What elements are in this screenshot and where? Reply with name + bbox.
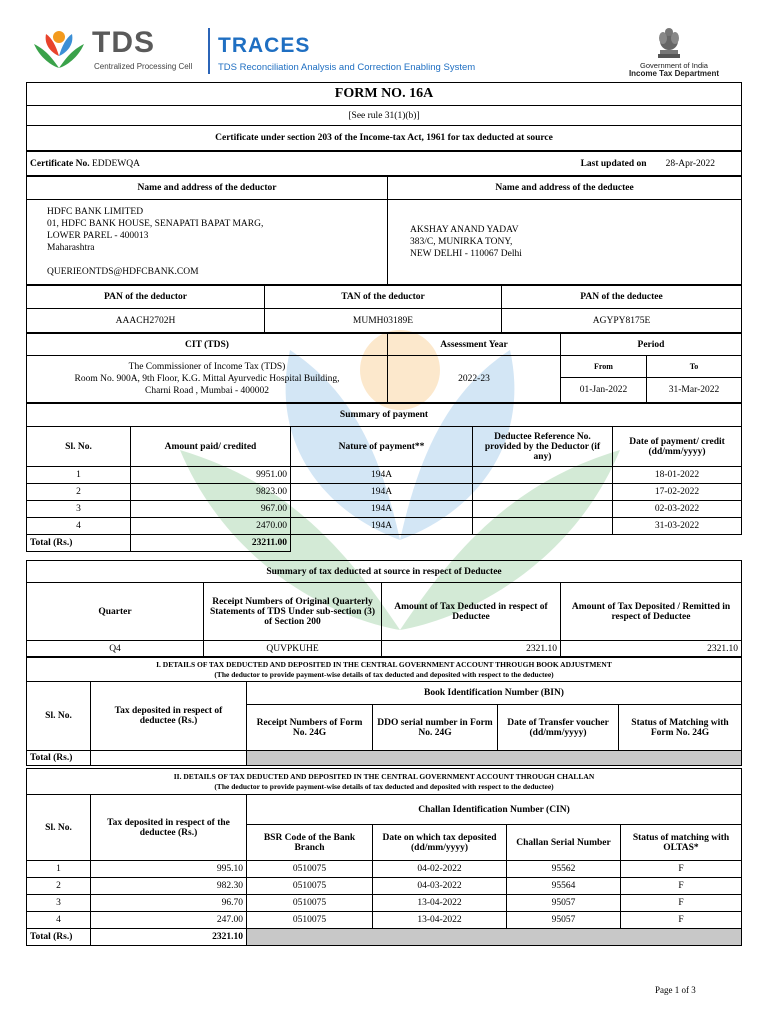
deductee-address [388, 200, 742, 285]
row-sl: 4 [27, 518, 131, 535]
row-nature: 194A [291, 484, 473, 501]
table-row [27, 518, 742, 535]
total-grey-fill [247, 751, 742, 766]
certificate-no: EDDEWQA [91, 158, 140, 169]
row-amount: 967.00 [131, 501, 291, 518]
row-sl: 3 [27, 895, 91, 912]
col-tax-deposited: Tax deposited in respect of deductee (Rs.) [91, 682, 247, 751]
challan-subheading: (The deductor to provide payment-wise details of tax deducted and deposited with respect to the deductee) [214, 781, 554, 791]
row-amount: 9823.00 [131, 484, 291, 501]
period-from: 01-Jan-2022 [561, 378, 647, 403]
total-grey-fill [247, 929, 742, 946]
row-tax: 995.10 [91, 861, 247, 878]
total-label: Total (Rs.) [27, 929, 91, 946]
certificate-cell [27, 152, 391, 176]
national-emblem-icon [654, 26, 684, 62]
row-date: 02-03-2022 [613, 501, 742, 518]
row-serial: 95564 [507, 878, 621, 895]
cin-heading: Challan Identification Number (CIN) [247, 795, 742, 825]
row-date: 18-01-2022 [613, 467, 742, 484]
row-ref [473, 467, 613, 484]
bin-heading: Book Identification Number (BIN) [247, 682, 742, 705]
row-nature: 194A [291, 518, 473, 535]
book-adjustment-table [26, 657, 742, 766]
last-updated-label: Last updated on [580, 158, 647, 169]
deductor-line: 01, HDFC BANK HOUSE, SENAPATI BAPAT MARG, [47, 219, 264, 229]
form-rule: [See rule 31(1)(b)] [27, 106, 742, 126]
tax-summary-table [26, 560, 742, 657]
period-to: 31-Mar-2022 [647, 378, 742, 403]
row-deducted: 2321.10 [382, 641, 561, 657]
tan-deductor-label: TAN of the deductor [265, 286, 502, 309]
col-challan-serial: Challan Serial Number [507, 825, 621, 861]
book-adjustment-heading-cell [27, 658, 742, 682]
tds-logo-text: TDS [92, 26, 155, 59]
pan-deductor: AAACH2702H [27, 309, 265, 333]
cit-line: Room No. 900A, 9th Floor, K.G. Mittal Ayurvedic Hospital Building, [74, 374, 340, 384]
row-bsr: 0510075 [247, 895, 373, 912]
row-status: F [621, 912, 742, 929]
row-serial: 95562 [507, 861, 621, 878]
total-label: Total (Rs.) [27, 751, 91, 766]
row-sl: 3 [27, 501, 131, 518]
row-bsr: 0510075 [247, 878, 373, 895]
deductor-line: HDFC BANK LIMITED [47, 207, 144, 217]
deductor-address [27, 200, 388, 285]
pan-deductee-label: PAN of the deductee [502, 286, 742, 309]
pan-deductee: AGYPY8175E [502, 309, 742, 333]
row-date: 13-04-2022 [373, 895, 507, 912]
payment-summary-table [26, 403, 742, 552]
row-sl: 4 [27, 912, 91, 929]
row-sl: 2 [27, 878, 91, 895]
row-status: F [621, 895, 742, 912]
total-amount: 23211.00 [131, 535, 291, 552]
book-adjustment-heading: I. DETAILS OF TAX DEDUCTED AND DEPOSITED IN THE CENTRAL GOVERNMENT ACCOUNT THROUGH BOOK ADJUSTMENT [156, 659, 612, 669]
deductee-heading: Name and address of the deductee [388, 177, 742, 200]
cit-line: Charni Road , Mumbai - 400002 [144, 386, 269, 396]
col-receipt-numbers: Receipt Numbers of Original Quarterly Statements of TDS Under sub-section (3) of Section 200 [204, 583, 382, 641]
cit-label: CIT (TDS) [27, 334, 388, 356]
row-serial: 95057 [507, 895, 621, 912]
row-nature: 194A [291, 467, 473, 484]
row-date: 17-02-2022 [613, 484, 742, 501]
challan-table [26, 768, 742, 946]
cit-line: The Commissioner of Income Tax (TDS) [128, 362, 286, 372]
deductee-line: NEW DELHI - 110067 Delhi [410, 249, 522, 259]
table-row [27, 895, 742, 912]
deductor-email: QUERIEONTDS@HDFCBANK.COM [47, 267, 199, 277]
col-ddo-serial: DDO serial number in Form No. 24G [373, 705, 498, 751]
col-bsr-code: BSR Code of the Bank Branch [247, 825, 373, 861]
row-quarter: Q4 [27, 641, 204, 657]
col-sl-no: Sl. No. [27, 795, 91, 861]
header-divider [208, 28, 210, 74]
total-row [27, 751, 742, 766]
cit-table [26, 333, 742, 403]
form-title: FORM NO. 16A [27, 83, 742, 106]
total-amount: 2321.10 [91, 929, 247, 946]
row-sl: 1 [27, 467, 131, 484]
col-oltas-status: Status of matching with OLTAS* [621, 825, 742, 861]
row-status: F [621, 878, 742, 895]
deductee-line: AKSHAY ANAND YADAV [410, 225, 519, 235]
row-nature: 194A [291, 501, 473, 518]
certificate-row [26, 151, 742, 176]
table-row [27, 641, 742, 657]
row-bsr: 0510075 [247, 912, 373, 929]
page-header [0, 0, 768, 82]
payment-summary-heading: Summary of payment [27, 404, 742, 427]
goi-line1: Government of India [640, 61, 708, 70]
tax-summary-heading: Summary of tax deducted at source in respect of Deductee [27, 561, 742, 583]
tds-subtitle: Centralized Processing Cell [94, 62, 193, 71]
row-ref [473, 484, 613, 501]
total-row [27, 535, 742, 552]
total-row [27, 929, 742, 946]
challan-heading: II. DETAILS OF TAX DEDUCTED AND DEPOSITED IN THE CENTRAL GOVERNMENT ACCOUNT THROUGH CHALLAN [173, 771, 595, 781]
address-table [26, 176, 742, 285]
row-tax: 96.70 [91, 895, 247, 912]
last-updated-value: 28-Apr-2022 [665, 158, 715, 169]
row-serial: 95057 [507, 912, 621, 929]
deductor-heading: Name and address of the deductor [27, 177, 388, 200]
goi-label [618, 62, 730, 78]
pan-deductor-label: PAN of the deductor [27, 286, 265, 309]
assessment-year: 2022-23 [388, 356, 561, 403]
certificate-heading: Certificate under section 203 of the Income-tax Act, 1961 for tax deducted at source [27, 126, 742, 151]
row-status: F [621, 861, 742, 878]
total-label: Total (Rs.) [27, 535, 131, 552]
last-updated-cell [391, 152, 742, 176]
row-bsr: 0510075 [247, 861, 373, 878]
row-ref [473, 501, 613, 518]
tan-deductor: MUMH03189E [265, 309, 502, 333]
deductor-line: LOWER PAREL - 400013 [47, 231, 149, 241]
col-deposit-date: Date on which tax deposited (dd/mm/yyyy) [373, 825, 507, 861]
table-row [27, 878, 742, 895]
row-date: 04-02-2022 [373, 861, 507, 878]
form-16a [26, 82, 742, 946]
pan-tan-table [26, 285, 742, 333]
page-number: Page 1 of 3 [655, 985, 696, 995]
table-row [27, 467, 742, 484]
row-deposited: 2321.10 [561, 641, 742, 657]
col-sl-no: Sl. No. [27, 427, 131, 467]
book-adjustment-subheading: (The deductor to provide payment-wise details of tax deducted and deposited with respect to the deductee) [214, 669, 554, 679]
table-row [27, 484, 742, 501]
form-title-table [26, 82, 742, 151]
total-amount [91, 751, 247, 766]
row-amount: 2470.00 [131, 518, 291, 535]
col-receipt-24g: Receipt Numbers of Form No. 24G [247, 705, 373, 751]
row-receipt: QUVPKUHE [204, 641, 382, 657]
cit-address [27, 356, 388, 403]
table-row [27, 501, 742, 518]
certificate-label: Certificate No. [30, 158, 90, 169]
col-sl-no: Sl. No. [27, 682, 91, 751]
table-row [27, 912, 742, 929]
row-ref [473, 518, 613, 535]
total-empty [291, 535, 742, 552]
col-quarter: Quarter [27, 583, 204, 641]
period-label: Period [561, 334, 742, 356]
period-to-label: To [647, 356, 742, 378]
tds-leaf-logo [30, 28, 88, 70]
row-date: 13-04-2022 [373, 912, 507, 929]
assessment-year-label: Assessment Year [388, 334, 561, 356]
goi-line2: Income Tax Department [628, 69, 720, 78]
traces-subtitle: TDS Reconciliation Analysis and Correction Enabling System [218, 62, 476, 73]
table-row [27, 861, 742, 878]
deductee-line: 383/C, MUNIRKA TONY, [410, 237, 513, 247]
col-tax-deposited: Amount of Tax Deposited / Remitted in respect of Deductee [561, 583, 742, 641]
row-amount: 9951.00 [131, 467, 291, 484]
row-sl: 2 [27, 484, 131, 501]
deductor-line: Maharashtra [47, 243, 95, 253]
col-nature-of-payment: Nature of payment** [291, 427, 473, 467]
col-date-of-payment: Date of payment/ credit (dd/mm/yyyy) [613, 427, 742, 467]
col-tax-deducted: Amount of Tax Deducted in respect of Deductee [382, 583, 561, 641]
col-tax-deposited: Tax deposited in respect of the deductee (Rs.) [91, 795, 247, 861]
row-date: 31-03-2022 [613, 518, 742, 535]
row-date: 04-03-2022 [373, 878, 507, 895]
row-sl: 1 [27, 861, 91, 878]
period-from-label: From [561, 356, 647, 378]
col-matching-status: Status of Matching with Form No. 24G [619, 705, 742, 751]
col-deductee-reference: Deductee Reference No. provided by the Deductor (if any) [473, 427, 613, 467]
row-tax: 982.30 [91, 878, 247, 895]
traces-title: TRACES [218, 34, 311, 57]
row-tax: 247.00 [91, 912, 247, 929]
challan-heading-cell [27, 769, 742, 795]
col-transfer-date: Date of Transfer voucher (dd/mm/yyyy) [498, 705, 619, 751]
col-amount-paid: Amount paid/ credited [131, 427, 291, 467]
